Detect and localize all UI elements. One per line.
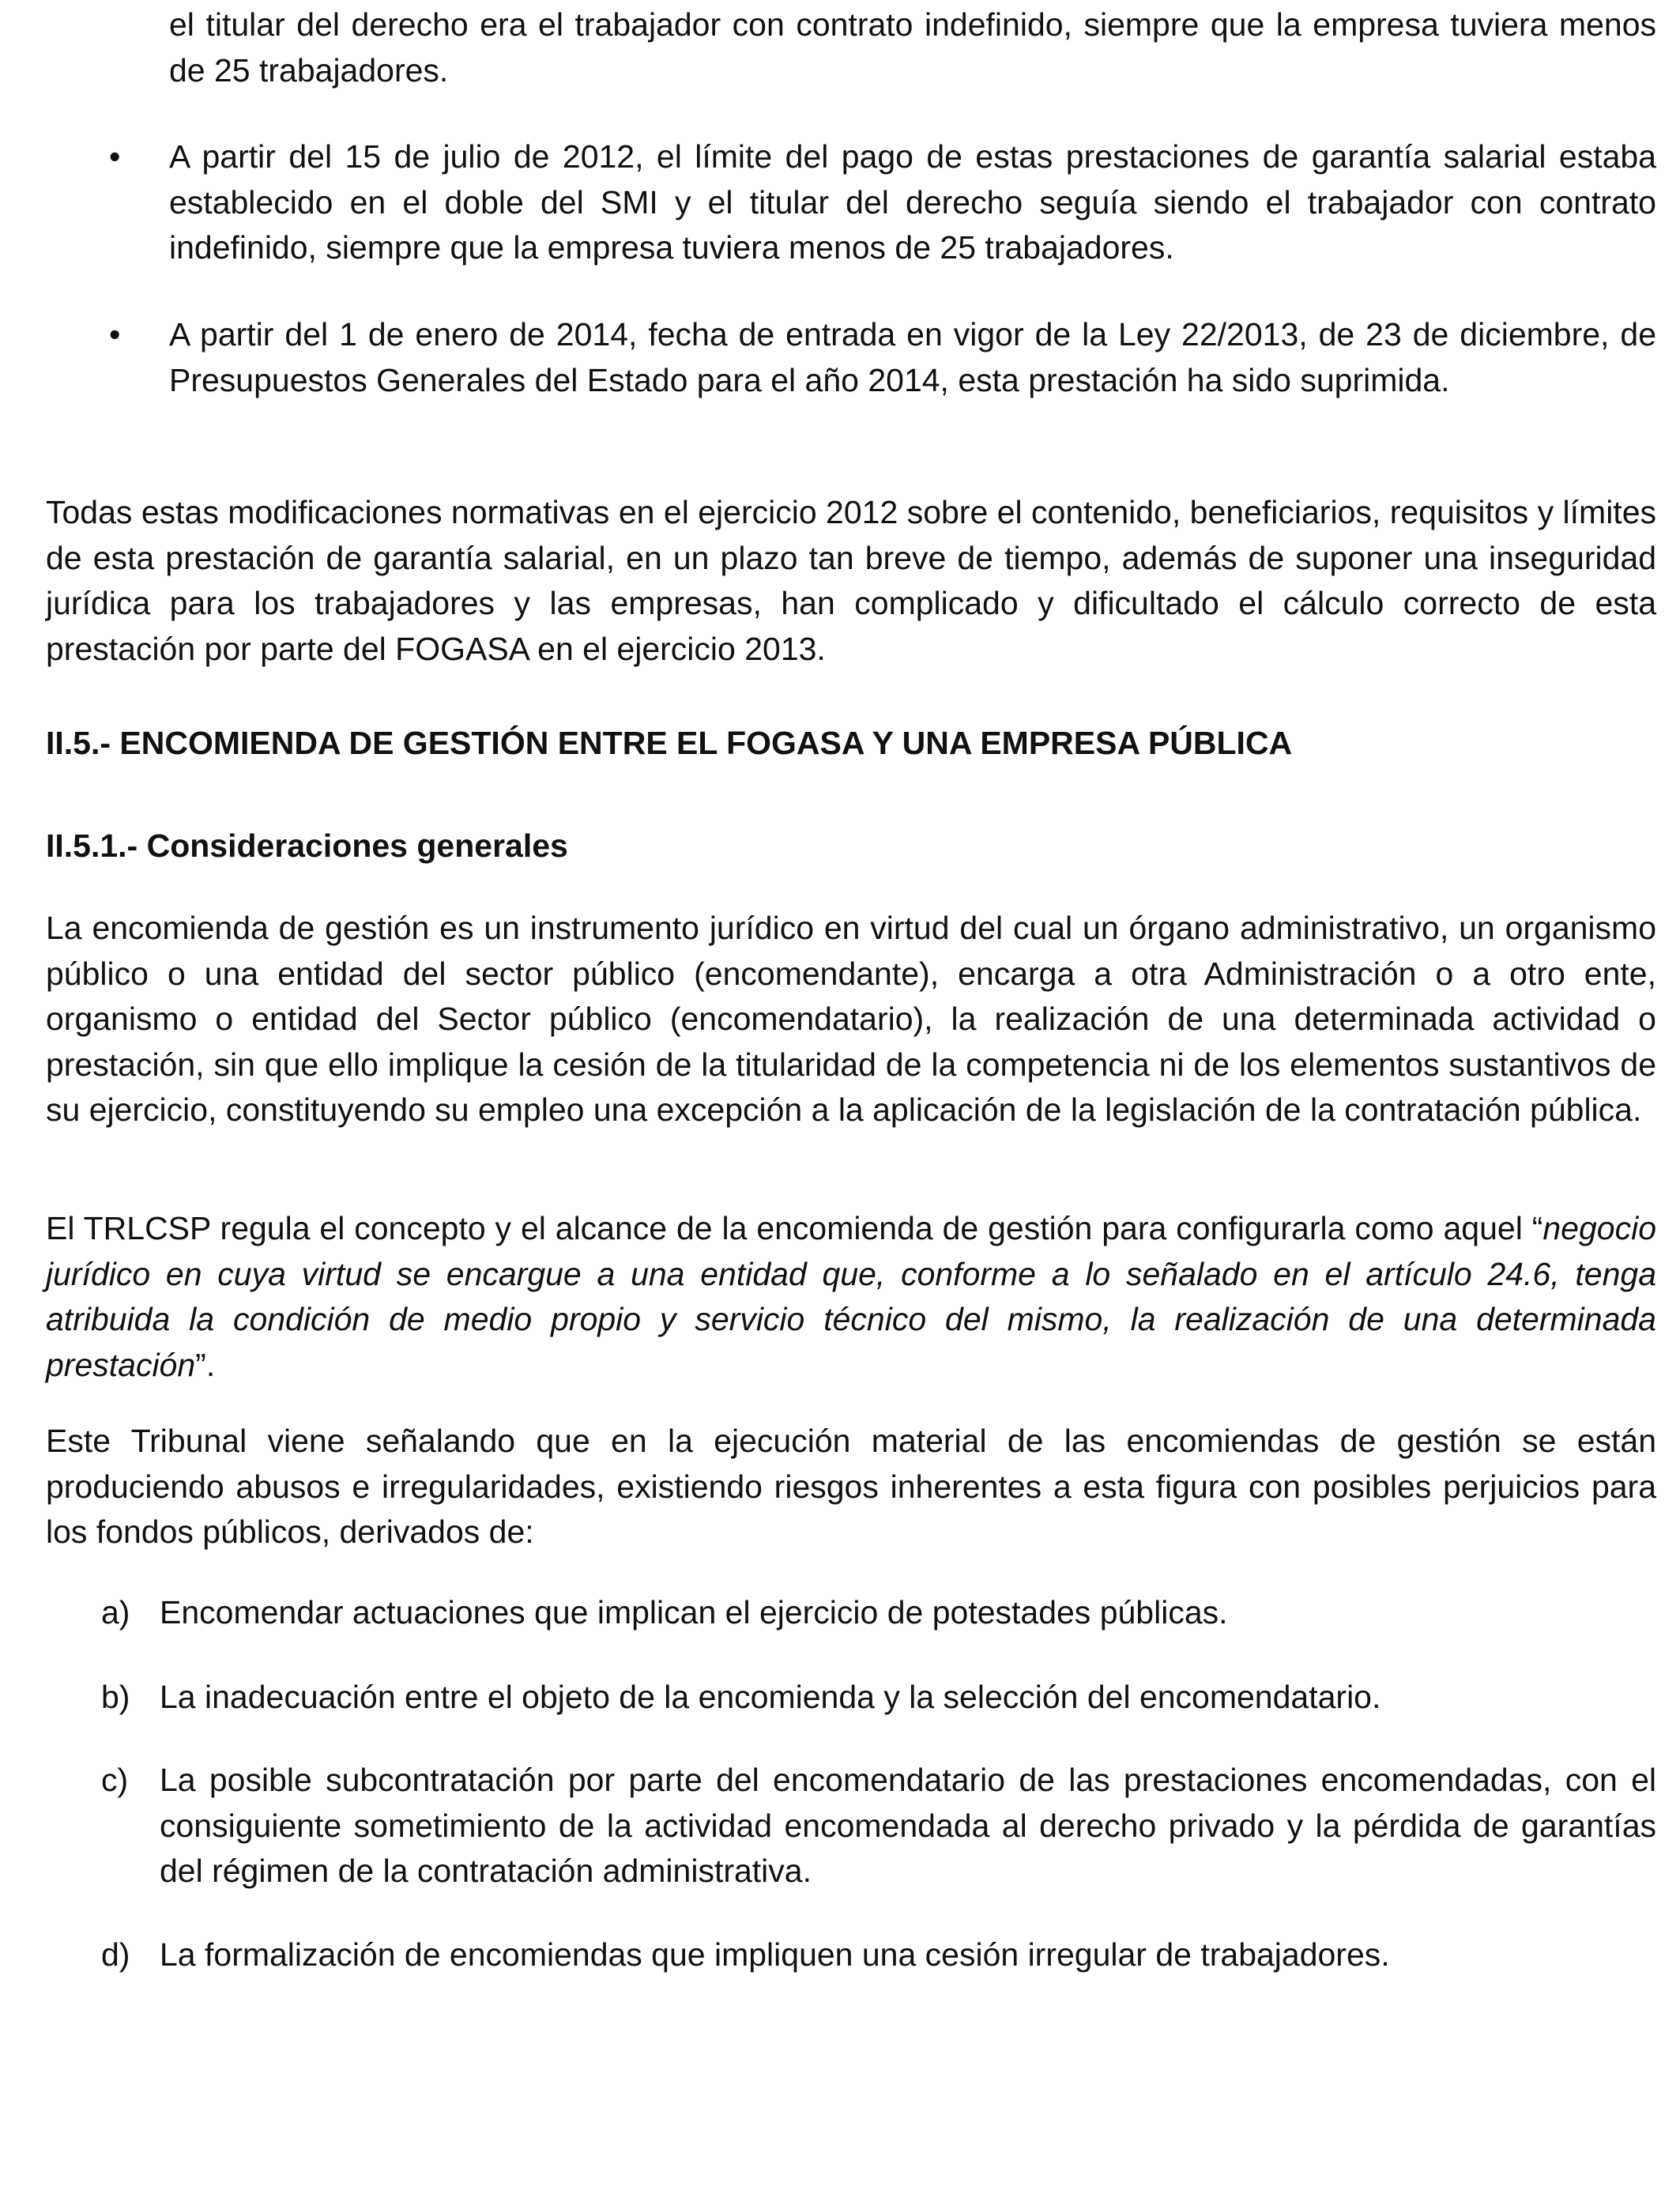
list-item-risk-d	[46, 1932, 1656, 1978]
list-item-text: el titular del derecho era el trabajador con contrato indefinido, siempre que la empresa tuviera menos de 25 trabajadores.	[169, 6, 1656, 89]
list-marker: d)	[101, 1936, 130, 1973]
paragraph-modificaciones: Todas estas modificaciones normativas en el ejercicio 2012 sobre el contenido, beneficiarios, requisitos y límites de esta prestación de garantía salarial, en un plazo tan breve de tiempo, además de suponer una inseguridad jurídica para los trabajadores y las empresas, han complicado y dificultado el cálculo correcto de esta prestación por parte del FOGASA en el ejercicio 2013.	[46, 494, 1656, 667]
list-item-text: A partir del 1 de enero de 2014, fecha de entrada en vigor de la Ley 22/2013, de 23 de diciembre, de Presupuestos Generales del Estado para el año 2014, esta prestación ha sido suprimida.	[169, 316, 1656, 398]
section-heading: II.5.- ENCOMIENDA DE GESTIÓN ENTRE EL FOGASA Y UNA EMPRESA PÚBLICA	[46, 725, 1293, 761]
list-item-risk-b	[46, 1675, 1656, 1721]
list-item-risk-c	[46, 1758, 1656, 1894]
paragraph-trlcsp-outro: ”.	[195, 1346, 216, 1383]
bullet-marker: •	[109, 316, 121, 352]
paragraph-tribunal: Este Tribunal viene señalando que en la ejecución material de las encomiendas de gestión se están produciendo abusos e irregularidades, existiendo riesgos inherentes a esta figura con posibles perjuicios para los fondos públicos, derivados de:	[46, 1423, 1656, 1550]
bullet-marker: •	[109, 138, 121, 175]
list-item-text: La posible subcontratación por parte del encomendatario de las prestaciones encomendadas, con el consiguiente sometimiento de la actividad encomendada al derecho privado y la pérdida de garantías del régimen de la contratación administrativa.	[160, 1762, 1656, 1889]
legal-quote: negocio jurídico en cuya virtud se encargue a una entidad que, conforme a lo señalado en el artículo 24.6, tenga atribuida la condición de medio propio y servicio técnico del mismo, la realización de una determinada prestación	[46, 1210, 1656, 1383]
list-item-continuation	[46, 2, 1656, 93]
list-item-text: La formalización de encomiendas que impliquen una cesión irregular de trabajadores.	[160, 1936, 1390, 1973]
paragraph-encomienda: La encomienda de gestión es un instrumento jurídico en virtud del cual un órgano administrativo, un organismo público o una entidad del sector público (encomendante), encarga a otra Administración o a otro ente, organismo o entidad del Sector público (encomendatario), la realización de una determinada actividad o prestación, sin que ello implique la cesión de la titularidad de la competencia ni de los elementos sustantivos de su ejercicio, constituyendo su empleo una excepción a la aplicación de la legislación de la contratación pública.	[46, 910, 1656, 1128]
list-item	[46, 312, 1656, 403]
subsection-heading: II.5.1.- Consideraciones generales	[46, 827, 568, 864]
paragraph-trlcsp-intro: El TRLCSP regula el concepto y el alcance de la encomienda de gestión para configurarla como aquel “	[46, 1210, 1543, 1246]
list-item-text: La inadecuación entre el objeto de la encomienda y la selección del encomendatario.	[160, 1679, 1381, 1715]
list-marker: a)	[101, 1594, 130, 1630]
list-marker: b)	[101, 1679, 130, 1715]
list-item-text: Encomendar actuaciones que implican el ejercicio de potestades públicas.	[160, 1594, 1228, 1630]
list-marker: c)	[101, 1762, 129, 1798]
list-item-text: A partir del 15 de julio de 2012, el límite del pago de estas prestaciones de garantía salarial estaba establecido en el doble del SMI y el titular del derecho seguía siendo el trabajador con contrato indefinido, siempre que la empresa tuviera menos de 25 trabajadores.	[169, 138, 1656, 266]
list-item	[46, 134, 1656, 271]
paragraph-trlcsp	[46, 1206, 1656, 1388]
list-item-risk-a	[46, 1590, 1656, 1636]
